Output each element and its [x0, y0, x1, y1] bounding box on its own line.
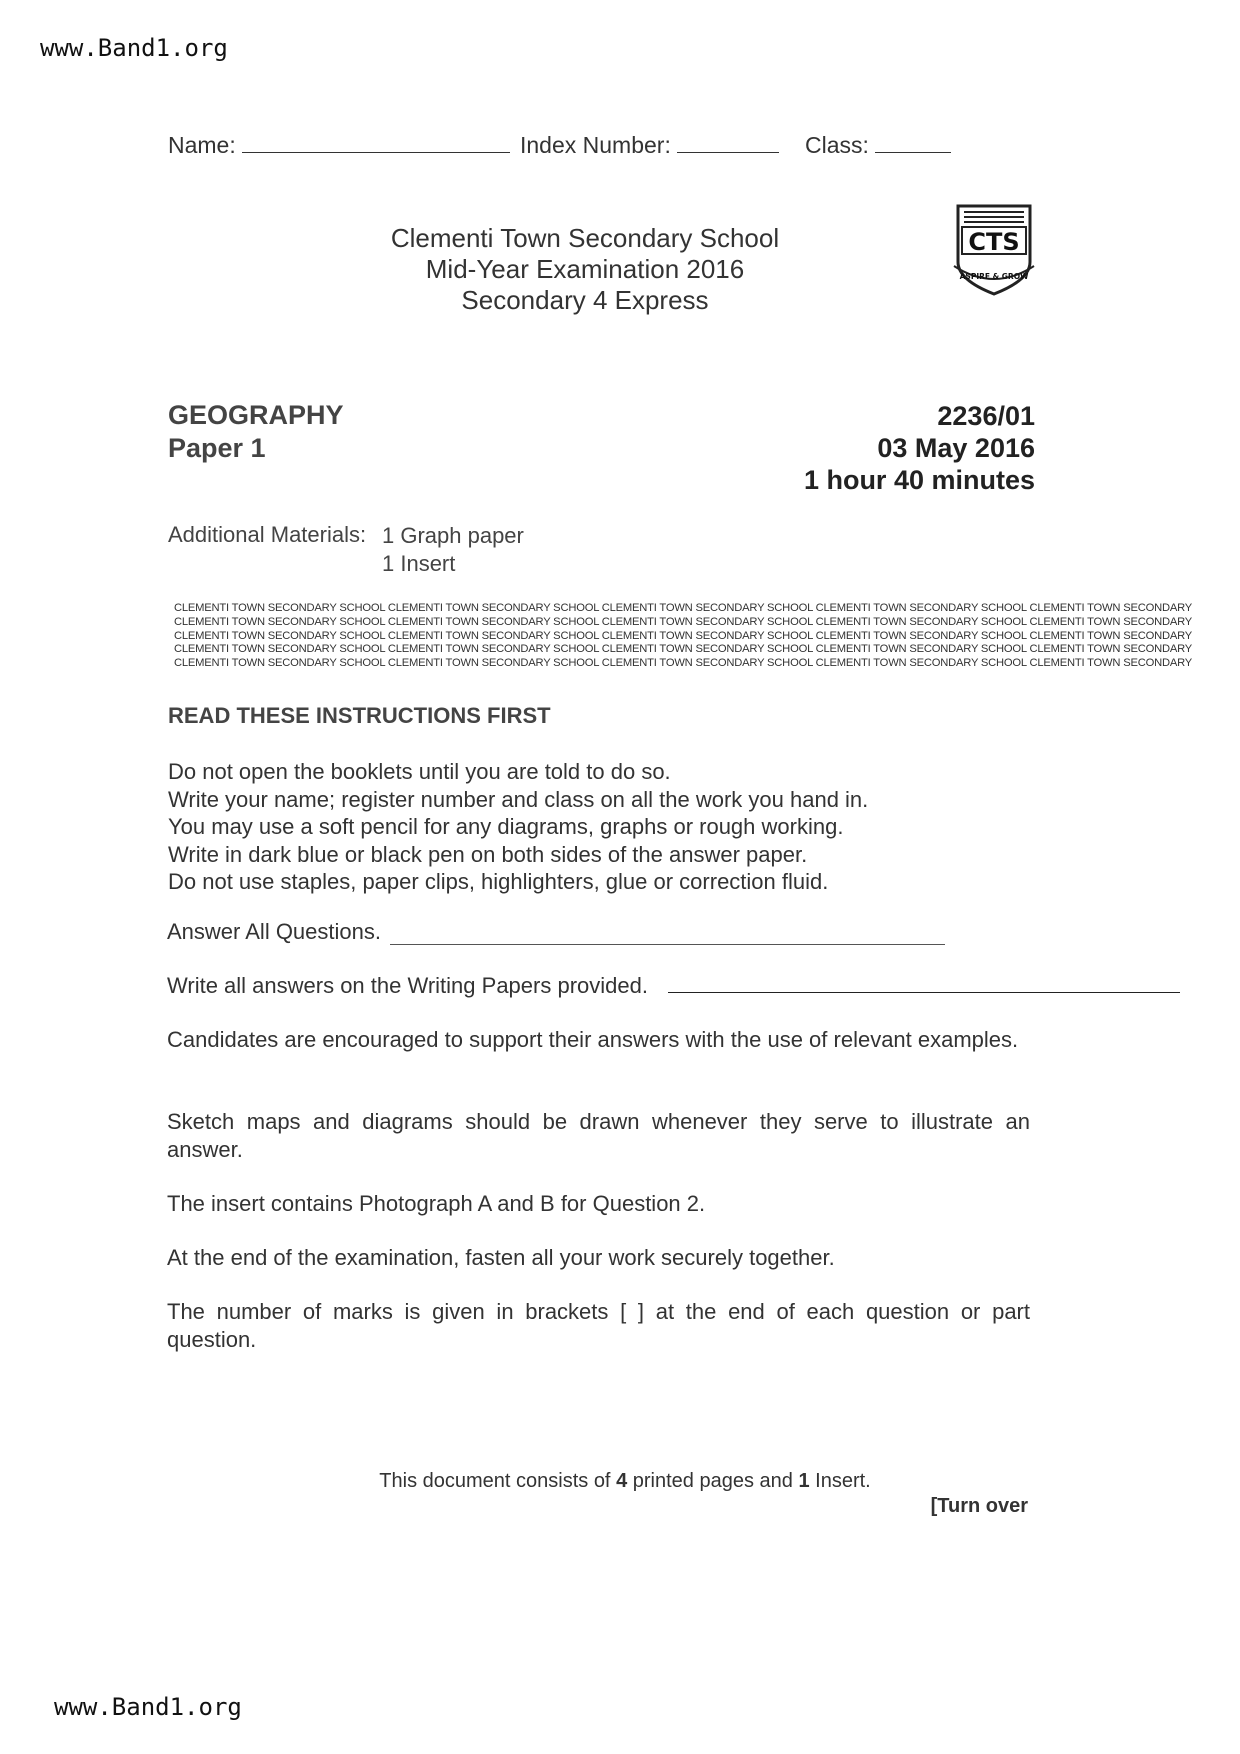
school-crest-logo	[950, 200, 1038, 298]
crest-motto: ASPIRE & GROW	[959, 272, 1029, 281]
instructions-list	[168, 758, 868, 896]
subject-block	[168, 399, 344, 465]
band-line: CLEMENTI TOWN SECONDARY SCHOOL CLEMENTI TOWN SECONDARY SCHOOL CLEMENTI TOWN SECONDARY SCHOOL CLEMENTI TOWN SECONDARY SCHOOL CLEMENTI TOWN SECONDARY	[174, 615, 1193, 628]
answer-all-instruction: Answer All Questions.	[167, 919, 381, 944]
exam-duration: 1 hour 40 minutes	[803, 465, 1035, 495]
material-item: 1 Graph paper	[382, 523, 524, 548]
index-label: Index Number:	[520, 132, 671, 158]
band-line: CLEMENTI TOWN SECONDARY SCHOOL CLEMENTI TOWN SECONDARY SCHOOL CLEMENTI TOWN SECONDARY SCHOOL CLEMENTI TOWN SECONDARY SCHOOL CLEMENTI TOWN SECONDARY	[174, 643, 1193, 656]
name-blank[interactable]	[242, 132, 510, 153]
material-item: 1 Insert	[382, 551, 456, 576]
instruction-paragraph: The insert contains Photograph A and B for Question 2.	[167, 1191, 706, 1216]
school-name-band	[174, 602, 1193, 671]
materials-list	[382, 522, 524, 578]
paper-info	[804, 400, 1035, 496]
materials-label: Additional Materials:	[168, 522, 367, 547]
instruction-paragraph: The number of marks is given in brackets [ ] at the end of each question or part question.	[167, 1299, 1030, 1352]
pages-count: 4	[616, 1470, 628, 1492]
index-field[interactable]	[520, 132, 779, 159]
exam-title: Mid-Year Examination 2016	[425, 254, 745, 284]
instruction-line: Write your name; register number and class on all the work you hand in.	[168, 786, 869, 812]
subject-title: GEOGRAPHY	[168, 400, 344, 430]
instruction-line: Write in dark blue or black pen on both sides of the answer paper.	[168, 841, 808, 867]
instruction-line: Do not use staples, paper clips, highlighters, glue or correction fluid.	[168, 869, 829, 894]
instruction-paragraph: At the end of the examination, fasten all your work securely together.	[167, 1245, 835, 1270]
instruction-paragraph: Sketch maps and diagrams should be drawn whenever they serve to illustrate an answer.	[167, 1109, 1030, 1162]
instructions-heading: READ THESE INSTRUCTIONS FIRST	[168, 703, 551, 728]
document-pages-note	[0, 1470, 1240, 1493]
class-label: Class:	[805, 132, 869, 158]
instruction-line: Do not open the booklets until you are told to do so.	[168, 759, 671, 784]
class-blank[interactable]	[875, 132, 951, 153]
school-heading	[330, 223, 840, 316]
index-blank[interactable]	[677, 132, 779, 153]
watermark-bottom: www.Band1.org	[54, 1693, 242, 1721]
pages-note-pre: This document consists of	[379, 1470, 611, 1492]
paper-number: Paper 1	[168, 433, 266, 463]
instruction-line: You may use a soft pencil for any diagrams, graphs or rough working.	[168, 814, 844, 839]
turn-over-note: [Turn over	[930, 1495, 1028, 1517]
band-line: CLEMENTI TOWN SECONDARY SCHOOL CLEMENTI TOWN SECONDARY SCHOOL CLEMENTI TOWN SECONDARY SCHOOL CLEMENTI TOWN SECONDARY SCHOOL CLEMENTI TOWN SECONDARY	[174, 629, 1193, 642]
exam-level: Secondary 4 Express	[461, 285, 709, 315]
name-label: Name:	[168, 132, 236, 158]
pages-note-post: Insert.	[815, 1470, 871, 1492]
exam-date: 03 May 2016	[877, 433, 1035, 463]
paper-code: 2236/01	[937, 401, 1035, 431]
divider-line	[668, 992, 1180, 993]
band-line: CLEMENTI TOWN SECONDARY SCHOOL CLEMENTI TOWN SECONDARY SCHOOL CLEMENTI TOWN SECONDARY SCHOOL CLEMENTI TOWN SECONDARY SCHOOL CLEMENTI TOWN SECONDARY	[174, 602, 1193, 614]
school-name: Clementi Town Secondary School	[390, 223, 780, 253]
crest-letters: CTS	[968, 228, 1020, 256]
writing-papers-instruction: Write all answers on the Writing Papers provided.	[167, 973, 648, 998]
pages-note-mid: printed pages and	[632, 1470, 793, 1492]
insert-count: 1	[798, 1470, 810, 1492]
name-field[interactable]	[168, 132, 510, 159]
band-line: CLEMENTI TOWN SECONDARY SCHOOL CLEMENTI TOWN SECONDARY SCHOOL CLEMENTI TOWN SECONDARY SCHOOL CLEMENTI TOWN SECONDARY SCHOOL CLEMENTI TOWN SECONDARY	[174, 657, 1193, 670]
watermark-top: www.Band1.org	[40, 34, 228, 62]
instruction-paragraph: Candidates are encouraged to support their answers with the use of relevant examples.	[167, 1027, 1019, 1052]
divider-line	[390, 944, 945, 945]
class-field[interactable]	[805, 132, 951, 159]
